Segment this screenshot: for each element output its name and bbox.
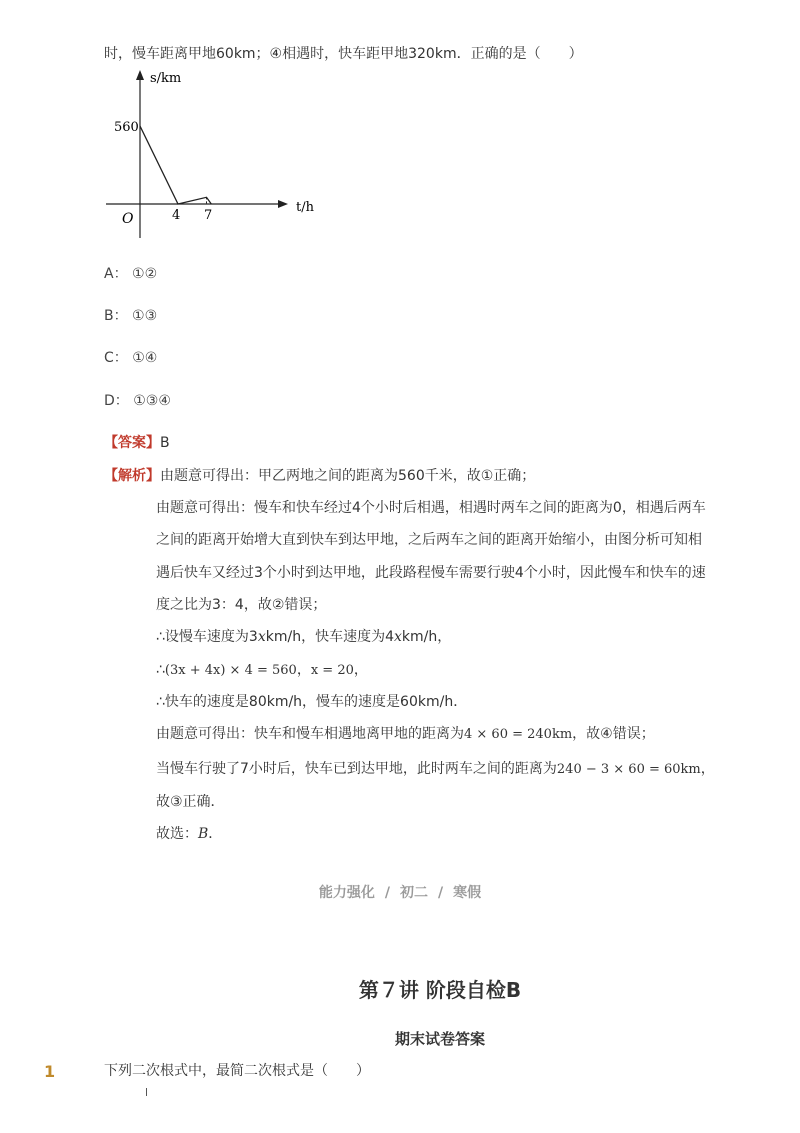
answer-row [104, 433, 170, 453]
section-subtitle: 期末试卷答案 [394, 1030, 485, 1048]
x-tick-label-4: 4 [172, 208, 181, 223]
option-b[interactable]: B： ①③ [104, 308, 158, 324]
option-c[interactable]: C： ①④ [104, 350, 158, 366]
page-footer: 能力强化 / 初二 / 寒假 [318, 885, 482, 901]
analysis-line-8: ∴快车的速度是80km/h，慢车的速度是60km/h． [156, 694, 468, 710]
answer-label: 【答案】 [104, 435, 160, 451]
y-axis-label: s/km [150, 71, 182, 86]
x-axis-arrow [278, 200, 288, 208]
analysis-line-11: 故③正确． [156, 794, 225, 810]
analysis-line-7: ∴(3x + 4x) × 4 = 560，x = 20， [156, 662, 368, 678]
analysis-line-10: 当慢车行驶了7小时后，快车已到达甲地，此时两车之间的距离为240 − 3 × 60 = 60km， [156, 761, 715, 777]
analysis-line-4: 遇后快车又经过3个小时到达甲地，此段路程慢车需要行驶4个小时，因此慢车和快车的速 [156, 565, 706, 581]
x-axis-label: t/h [296, 200, 314, 215]
analysis-first-row [104, 466, 535, 486]
option-d[interactable]: D： ①③④ [104, 393, 171, 409]
lecture-title: 第７讲 阶段自检B [358, 978, 522, 1002]
cut-off-mark [146, 1088, 147, 1096]
question-number: 1 [44, 1062, 56, 1081]
distance-line [140, 126, 211, 204]
analysis-label: 【解析】 [104, 468, 160, 484]
x-tick-label-7: 7 [204, 208, 213, 223]
analysis-line-3: 之间的距离开始增大直到快车到达甲地，之后两车之间的距离开始缩小，由图分析可知相 [156, 532, 702, 548]
analysis-line-2: 由题意可得出：慢车和快车经过4个小时后相遇，相遇时两车之间的距离为0，相遇后两车 [156, 500, 706, 516]
analysis-line-9: 由题意可得出：快车和慢车相遇地离甲地的距离为4 × 60 = 240km，故④错误； [156, 726, 655, 742]
analysis-line-1: 由题意可得出：甲乙两地之间的距离为560千米，故①正确； [160, 468, 536, 484]
y-axis-arrow [136, 70, 144, 80]
analysis-line-5: 度之比为3：4，故②错误； [156, 597, 327, 613]
question-text: 下列二次根式中，最简二次根式是（ ） [104, 1063, 370, 1079]
answer-value: B [160, 435, 170, 451]
analysis-line-12: 故选：B． [156, 826, 223, 842]
origin-label: O [122, 211, 134, 227]
y-tick-label: 560 [114, 120, 139, 135]
distance-time-graph [100, 68, 330, 243]
analysis-line-6: ∴设慢车速度为3xkm/h，快车速度为4xkm/h， [156, 629, 452, 645]
question-intro: 时，慢车距离甲地60km；④相遇时，快车距甲地320km．正确的是（ ） [104, 46, 583, 62]
option-a[interactable]: A： ①② [104, 266, 158, 282]
